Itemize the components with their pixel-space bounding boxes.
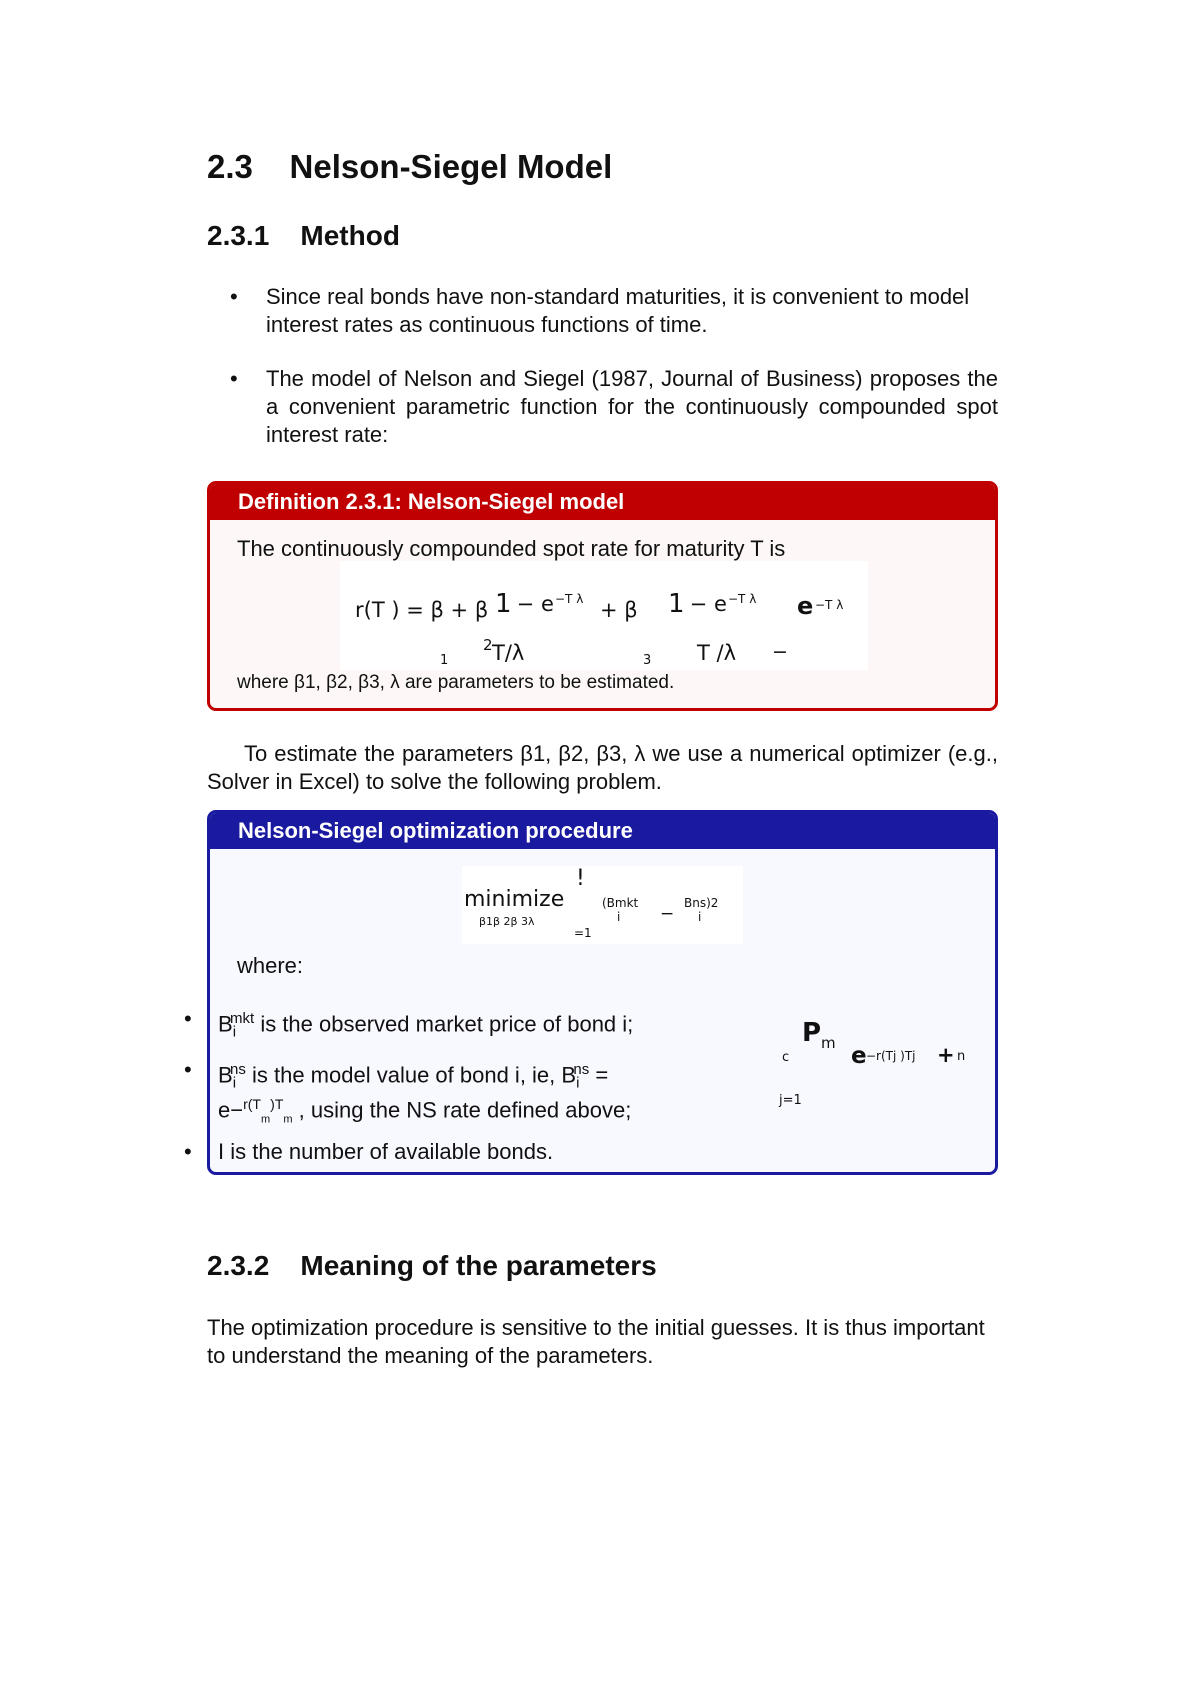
formula-one-a: 1: [495, 589, 512, 619]
section-title: 2.3 Nelson-Siegel Model: [207, 148, 613, 185]
opt-where: where:: [237, 953, 304, 978]
opt-b-ns: Bns)2: [684, 896, 719, 910]
opt-item-1-b: B: [218, 1011, 233, 1037]
opt-item-2-sub: i: [232, 1074, 237, 1092]
opt-item-2-e: e−: [218, 1097, 244, 1123]
side-j: j=1: [779, 1093, 802, 1108]
definition-footer: where β1, β2, β3, λ are parameters to be estimated.: [237, 672, 675, 693]
formula-exp-c: −T λ: [815, 598, 844, 612]
formula-minus-a: − e: [510, 592, 554, 616]
formula-plus-b: + β: [600, 598, 638, 622]
definition-intro: The continuously compounded spot rate for maturity T is: [237, 536, 786, 561]
opt-item-2-rest: is the model value of bond i, ie, B: [245, 1062, 577, 1088]
formula-one-b: 1: [668, 589, 685, 619]
opt-item-3: I is the number of available bonds.: [218, 1139, 554, 1164]
opt-item-2-sup: ns: [230, 1061, 246, 1078]
opt-item-2-sup2: ns: [573, 1061, 590, 1078]
side-e: e: [851, 1043, 867, 1069]
opt-item-2-b: B: [218, 1062, 233, 1088]
ns-formula: [340, 561, 868, 670]
opt-item-1-sub: i: [232, 1023, 237, 1041]
side-exp: −r(Tj )Tj: [866, 1049, 916, 1063]
opt-item-1-rest: is the observed market price of bond i;: [254, 1011, 634, 1037]
opt-b-ns-i: i: [698, 910, 702, 924]
opt-minus: −: [660, 904, 675, 924]
formula-exp-a: −T λ: [555, 592, 584, 606]
opt-item-2-line2-rest: , using the NS rate defined above;: [292, 1097, 632, 1123]
opt-item-2-sub2: i: [576, 1074, 580, 1092]
opt-item-2-sup-r: r(T: [243, 1096, 261, 1112]
method-bullet-2: The model of Nelson and Siegel (1987, Journal of Business) proposes the a convenient parametric function for the continuously compounded spot interest rate:: [266, 366, 998, 447]
optimization-formula: [462, 866, 743, 944]
bullet-1-dot: •: [230, 284, 238, 309]
side-c: c: [782, 1050, 790, 1065]
formula-lhs: r(T ) = β + β: [355, 598, 489, 622]
meaning-heading: 2.3.2 Meaning of the parameters: [207, 1250, 657, 1281]
opt-b-mkt-i: i: [617, 910, 621, 924]
side-plus: +: [937, 1043, 955, 1067]
opt-item-2-sup-close: )T: [270, 1096, 284, 1112]
formula-e-c: e: [797, 592, 814, 620]
formula-minus-b: − e: [683, 592, 727, 616]
estimate-paragraph: To estimate the parameters β1, β2, β3, λ we use a numerical optimizer (e.g., Solver in Excel) to solve the following problem.: [207, 741, 998, 794]
opt-item-2-sub-m1: m: [260, 1113, 271, 1126]
side-n: n: [957, 1049, 966, 1064]
opt-bullet-3-dot: •: [184, 1139, 192, 1164]
formula-sup-2: 2: [483, 636, 493, 654]
opt-bullet-1-dot: •: [184, 1006, 192, 1031]
opt-item-2-line2: [218, 1090, 631, 1134]
opt-min-sub: β1β 2β 3λ: [479, 915, 535, 928]
formula-trail-minus: −: [772, 641, 788, 663]
opt-minimize: minimize: [464, 887, 565, 912]
opt-sum-bottom: =1: [574, 926, 592, 940]
method-bullet-1: Since real bonds have non-standard maturities, it is convenient to model interest rates as continuous functions of time.: [266, 284, 970, 337]
meaning-text: The optimization procedure is sensitive to the initial guesses. It is thus important to understand the meaning of the parameters.: [207, 1315, 985, 1368]
opt-item-2-sub-m2: m: [283, 1113, 293, 1126]
opt-b-mkt: (Bmkt: [602, 896, 639, 910]
optimization-header: Nelson-Siegel optimization procedure: [210, 813, 995, 849]
opt-item-2-rest2: =: [589, 1062, 609, 1088]
formula-sub-3: 3: [643, 653, 652, 668]
side-P: P: [802, 1018, 822, 1048]
formula-exp-b: −T λ: [728, 592, 757, 606]
opt-sum-top: !: [576, 866, 585, 891]
opt-item-1: [218, 1005, 633, 1047]
opt-item-1-sup: mkt: [230, 1010, 255, 1027]
formula-denom-a: T/λ: [492, 641, 525, 665]
side-m: m: [821, 1034, 836, 1052]
formula-denom-b: T /λ: [697, 641, 737, 665]
bullet-2-dot: •: [230, 366, 238, 391]
formula-sub-1: 1: [440, 653, 449, 668]
definition-header: Definition 2.3.1: Nelson-Siegel model: [210, 484, 995, 520]
opt-bullet-2-dot: •: [184, 1057, 192, 1082]
method-heading: 2.3.1 Method: [207, 220, 400, 251]
